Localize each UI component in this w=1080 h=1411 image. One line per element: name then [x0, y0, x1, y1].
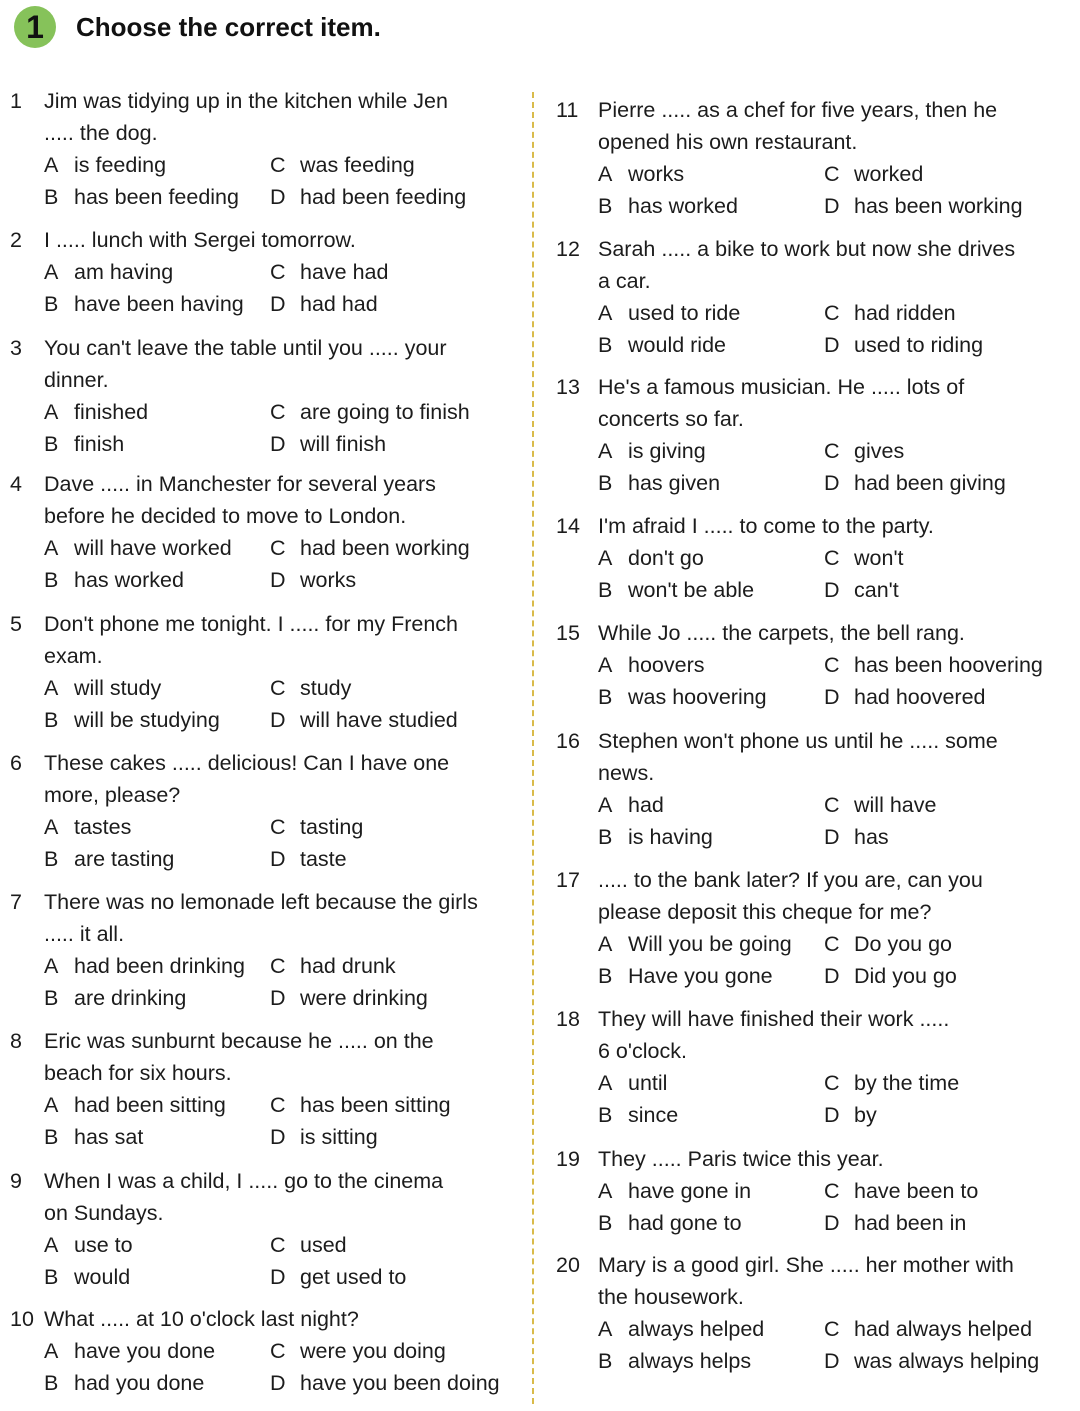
question-text-line: Eric was sunburnt because he ..... on the: [44, 1029, 434, 1053]
option-letter: C: [824, 439, 840, 463]
question-text-line: dinner.: [44, 368, 109, 392]
option-text: don't go: [628, 546, 704, 570]
question-number: 13: [556, 375, 580, 399]
option-letter: D: [824, 333, 840, 357]
question-text-line: You can't leave the table until you ..... your: [44, 336, 447, 360]
question-text-line: more, please?: [44, 783, 181, 807]
option-letter: A: [44, 153, 59, 177]
answer-option-c[interactable]: [824, 1313, 1032, 1345]
option-letter: D: [824, 685, 840, 709]
exercise-header: [0, 0, 1080, 70]
option-letter: C: [824, 1071, 840, 1095]
option-letter: C: [270, 400, 286, 424]
question-text-line: While Jo ..... the carpets, the bell rang.: [598, 621, 965, 645]
option-letter: B: [598, 1103, 613, 1127]
option-text: won't be able: [628, 578, 755, 602]
option-text: has worked: [74, 568, 184, 592]
answer-option-b[interactable]: [44, 843, 174, 875]
option-text: will have: [854, 793, 937, 817]
answer-option-c[interactable]: [270, 1335, 446, 1367]
option-text: worked: [854, 162, 924, 186]
option-letter: C: [824, 932, 840, 956]
question-text-line: exam.: [44, 644, 103, 668]
answer-option-d[interactable]: [270, 564, 356, 596]
answer-option-b[interactable]: [44, 704, 220, 736]
option-text: has been hoovering: [854, 653, 1043, 677]
option-text: is giving: [628, 439, 706, 463]
option-letter: B: [598, 1211, 613, 1235]
option-text: have been having: [74, 292, 244, 316]
option-letter: A: [598, 793, 613, 817]
answer-option-c[interactable]: [270, 672, 351, 704]
question-text-line: He's a famous musician. He ..... lots of: [598, 375, 965, 399]
answer-option-b[interactable]: [598, 821, 713, 853]
question-number: 18: [556, 1007, 580, 1031]
answer-option-c[interactable]: [270, 811, 363, 843]
option-letter: A: [44, 260, 59, 284]
question-number: 6: [10, 751, 22, 775]
option-text: by the time: [854, 1071, 960, 1095]
option-text: were you doing: [300, 1339, 446, 1363]
question-text-line: a car.: [598, 269, 651, 293]
option-letter: A: [44, 536, 59, 560]
answer-option-a[interactable]: [44, 396, 148, 428]
option-letter: C: [270, 536, 286, 560]
answer-option-b[interactable]: [44, 564, 184, 596]
option-letter: D: [270, 847, 286, 871]
option-letter: B: [44, 568, 59, 592]
option-letter: A: [44, 954, 59, 978]
option-text: has been sitting: [300, 1093, 451, 1117]
question-text-line: news.: [598, 761, 655, 785]
question-text-line: Don't phone me tonight. I ..... for my French: [44, 612, 458, 636]
option-text: since: [628, 1103, 679, 1127]
question-number: 1: [10, 89, 22, 113]
answer-option-d[interactable]: [824, 329, 983, 361]
question-number: 2: [10, 228, 22, 252]
answer-option-c[interactable]: [270, 396, 470, 428]
question-text-line: ..... the dog.: [44, 121, 158, 145]
answer-option-d[interactable]: [824, 821, 889, 853]
answer-option-d[interactable]: [824, 190, 1023, 222]
answer-option-c[interactable]: [824, 158, 923, 190]
question-text-line: please deposit this cheque for me?: [598, 900, 932, 924]
answer-option-b[interactable]: [598, 467, 720, 499]
answer-option-b[interactable]: [44, 288, 244, 320]
answer-option-b[interactable]: [598, 574, 754, 606]
option-letter: B: [44, 986, 59, 1010]
option-letter: B: [598, 194, 613, 218]
option-letter: A: [44, 1339, 59, 1363]
option-text: until: [628, 1071, 668, 1095]
option-text: is having: [628, 825, 713, 849]
answer-option-a[interactable]: [598, 297, 740, 329]
answer-option-a[interactable]: [44, 532, 232, 564]
answer-option-d[interactable]: [270, 843, 347, 875]
option-letter: D: [270, 568, 286, 592]
option-letter: C: [824, 546, 840, 570]
option-letter: D: [824, 1103, 840, 1127]
option-letter: D: [824, 1349, 840, 1373]
answer-option-a[interactable]: [598, 158, 684, 190]
question-text-line: ..... to the bank later? If you are, can you: [598, 868, 983, 892]
option-letter: B: [44, 1125, 59, 1149]
answer-option-d[interactable]: [270, 704, 458, 736]
option-text: had been sitting: [74, 1093, 226, 1117]
option-letter: D: [270, 986, 286, 1010]
answer-option-c[interactable]: [270, 532, 470, 564]
option-text: Did you go: [854, 964, 957, 988]
option-letter: C: [270, 260, 286, 284]
option-text: will have worked: [74, 536, 232, 560]
answer-option-a[interactable]: [598, 928, 792, 960]
option-letter: D: [270, 1265, 286, 1289]
option-text: was feeding: [300, 153, 415, 177]
answer-option-b[interactable]: [44, 982, 186, 1014]
question-text-line: I ..... lunch with Sergei tomorrow.: [44, 228, 356, 252]
question-number: 3: [10, 336, 22, 360]
answer-option-c[interactable]: [824, 649, 1043, 681]
question-text-line: When I was a child, I ..... go to the cinema: [44, 1169, 444, 1193]
question-text-line: opened his own restaurant.: [598, 130, 858, 154]
option-letter: D: [270, 1371, 286, 1395]
question-number: 17: [556, 868, 580, 892]
option-letter: C: [270, 1093, 286, 1117]
answer-option-c[interactable]: [824, 789, 936, 821]
option-letter: B: [44, 708, 59, 732]
question-number: 4: [10, 472, 22, 496]
answer-option-c[interactable]: [270, 1089, 451, 1121]
option-text: will be studying: [74, 708, 220, 732]
option-text: Have you gone: [628, 964, 773, 988]
answer-option-c[interactable]: [270, 1229, 347, 1261]
answer-option-a[interactable]: [44, 149, 166, 181]
answer-option-d[interactable]: [270, 428, 386, 460]
option-text: are drinking: [74, 986, 187, 1010]
column-divider: [532, 92, 534, 1404]
option-letter: C: [824, 1317, 840, 1341]
option-text: had: [628, 793, 664, 817]
answer-option-d[interactable]: [270, 982, 428, 1014]
question-text-line: They ..... Paris twice this year.: [598, 1147, 884, 1171]
answer-option-a[interactable]: [44, 1335, 215, 1367]
answer-option-a[interactable]: [44, 811, 131, 843]
option-text: gives: [854, 439, 905, 463]
option-text: hoovers: [628, 653, 705, 677]
option-letter: B: [44, 292, 59, 316]
answer-option-d[interactable]: [824, 1099, 877, 1131]
answer-option-b[interactable]: [44, 1261, 130, 1293]
option-letter: A: [598, 1071, 613, 1095]
option-text: has been feeding: [74, 185, 239, 209]
option-text: had been feeding: [300, 185, 467, 209]
option-text: used: [300, 1233, 347, 1257]
question-number: 11: [556, 98, 579, 122]
option-text: has: [854, 825, 889, 849]
option-letter: A: [598, 653, 613, 677]
answer-option-a[interactable]: [598, 435, 706, 467]
answer-option-a[interactable]: [598, 1313, 764, 1345]
option-letter: C: [270, 1339, 286, 1363]
answer-option-c[interactable]: [824, 435, 904, 467]
question-text-line: Pierre ..... as a chef for five years, then he: [598, 98, 998, 122]
option-letter: D: [824, 194, 840, 218]
option-text: tasting: [300, 815, 364, 839]
question-text-line: ..... it all.: [44, 922, 125, 946]
answer-option-c[interactable]: [824, 1067, 959, 1099]
answer-option-b[interactable]: [598, 681, 767, 713]
option-letter: B: [598, 578, 613, 602]
answer-option-c[interactable]: [824, 542, 904, 574]
question-text-line: on Sundays.: [44, 1201, 164, 1225]
option-letter: A: [44, 1093, 59, 1117]
option-letter: B: [598, 1349, 613, 1373]
answer-option-a[interactable]: [44, 672, 161, 704]
question-number: 14: [556, 514, 580, 538]
answer-option-b[interactable]: [44, 181, 239, 213]
option-letter: C: [824, 653, 840, 677]
question-number: 20: [556, 1253, 580, 1277]
exercise-title: Choose the correct item.: [76, 12, 381, 42]
option-letter: C: [270, 153, 286, 177]
option-text: have you done: [74, 1339, 216, 1363]
option-text: had ridden: [854, 301, 956, 325]
answer-option-b[interactable]: [598, 960, 773, 992]
option-letter: B: [44, 847, 59, 871]
option-letter: D: [824, 578, 840, 602]
answer-option-b[interactable]: [598, 329, 726, 361]
answer-option-a[interactable]: [598, 542, 704, 574]
question-number: 19: [556, 1147, 580, 1171]
option-letter: D: [824, 964, 840, 988]
option-letter: D: [824, 471, 840, 495]
option-text: works: [628, 162, 685, 186]
option-text: has been working: [854, 194, 1023, 218]
option-text: used to riding: [854, 333, 984, 357]
option-text: is feeding: [74, 153, 167, 177]
option-text: had gone to: [628, 1211, 742, 1235]
answer-option-a[interactable]: [44, 950, 245, 982]
option-text: used to ride: [628, 301, 741, 325]
option-text: finish: [74, 432, 125, 456]
option-text: get used to: [300, 1265, 407, 1289]
option-text: had you done: [74, 1371, 205, 1395]
answer-option-d[interactable]: [270, 1367, 500, 1399]
answer-option-a[interactable]: [598, 649, 705, 681]
option-letter: D: [824, 825, 840, 849]
option-text: had been giving: [854, 471, 1006, 495]
question-text-line: beach for six hours.: [44, 1061, 232, 1085]
option-text: always helps: [628, 1349, 752, 1373]
option-text: are tasting: [74, 847, 175, 871]
option-text: had always helped: [854, 1317, 1033, 1341]
option-letter: D: [824, 1211, 840, 1235]
option-text: by: [854, 1103, 877, 1127]
answer-option-a[interactable]: [44, 1089, 226, 1121]
question-text-line: 6 o'clock.: [598, 1039, 687, 1063]
question-number: 7: [10, 890, 22, 914]
option-letter: C: [824, 793, 840, 817]
option-text: would ride: [628, 333, 726, 357]
option-text: had been drinking: [74, 954, 245, 978]
question-text-line: concerts so far.: [598, 407, 744, 431]
question-number: 8: [10, 1029, 22, 1053]
question-number: 15: [556, 621, 580, 645]
option-text: finished: [74, 400, 149, 424]
option-text: were drinking: [300, 986, 428, 1010]
option-letter: C: [824, 162, 840, 186]
option-text: Will you be going: [628, 932, 792, 956]
option-text: tastes: [74, 815, 132, 839]
question-number: 9: [10, 1169, 22, 1193]
option-text: have been to: [854, 1179, 979, 1203]
option-text: is sitting: [300, 1125, 378, 1149]
answer-option-c[interactable]: [824, 1175, 978, 1207]
answer-option-c[interactable]: [824, 297, 956, 329]
option-text: Do you go: [854, 932, 953, 956]
answer-option-d[interactable]: [824, 574, 899, 606]
answer-option-b[interactable]: [598, 190, 738, 222]
option-letter: B: [598, 471, 613, 495]
option-text: has given: [628, 471, 721, 495]
question-text-line: They will have finished their work .....: [598, 1007, 950, 1031]
option-text: had been in: [854, 1211, 967, 1235]
question-text-line: These cakes ..... delicious! Can I have one: [44, 751, 450, 775]
question-number: 12: [556, 237, 580, 261]
option-letter: B: [44, 1265, 59, 1289]
option-text: had hoovered: [854, 685, 986, 709]
answer-option-b[interactable]: [44, 1121, 143, 1153]
option-letter: A: [44, 815, 59, 839]
option-text: have gone in: [628, 1179, 752, 1203]
question-text-line: the housework.: [598, 1285, 744, 1309]
option-letter: A: [598, 546, 613, 570]
option-text: had had: [300, 292, 378, 316]
option-text: will finish: [300, 432, 387, 456]
option-text: was always helping: [854, 1349, 1040, 1373]
option-letter: A: [44, 676, 59, 700]
answer-option-b[interactable]: [44, 428, 124, 460]
exercise-number-badge: 1: [14, 6, 56, 48]
answer-option-c[interactable]: [270, 950, 396, 982]
option-text: are going to finish: [300, 400, 470, 424]
answer-option-b[interactable]: [598, 1345, 751, 1377]
option-text: had been working: [300, 536, 470, 560]
question-text-line: There was no lemonade left because the girls: [44, 890, 478, 914]
answer-option-a[interactable]: [44, 1229, 133, 1261]
option-letter: A: [598, 1179, 613, 1203]
answer-option-d[interactable]: [824, 960, 957, 992]
answer-option-a[interactable]: [44, 256, 173, 288]
option-letter: C: [270, 1233, 286, 1257]
question-text-line: Mary is a good girl. She ..... her mother with: [598, 1253, 1014, 1277]
option-letter: A: [598, 162, 613, 186]
answer-option-c[interactable]: [270, 256, 388, 288]
option-letter: B: [598, 825, 613, 849]
question-text-line: I'm afraid I ..... to come to the party.: [598, 514, 934, 538]
answer-option-b[interactable]: [44, 1367, 204, 1399]
answer-option-b[interactable]: [598, 1099, 678, 1131]
answer-option-d[interactable]: [270, 1121, 378, 1153]
option-letter: B: [44, 1371, 59, 1395]
option-letter: D: [270, 292, 286, 316]
answer-option-a[interactable]: [598, 789, 664, 821]
question-number: 10: [10, 1307, 34, 1331]
option-letter: A: [598, 301, 613, 325]
option-letter: B: [598, 964, 613, 988]
answer-option-d[interactable]: [824, 1207, 966, 1239]
answer-option-b[interactable]: [598, 1207, 742, 1239]
question-text-line: Dave ..... in Manchester for several years: [44, 472, 436, 496]
option-letter: D: [270, 185, 286, 209]
answer-option-d[interactable]: [824, 1345, 1039, 1377]
option-letter: A: [598, 439, 613, 463]
question-text-line: Stephen won't phone us until he ..... some: [598, 729, 998, 753]
question-number: 16: [556, 729, 580, 753]
question-text-line: Jim was tidying up in the kitchen while Jen: [44, 89, 448, 113]
option-text: use to: [74, 1233, 133, 1257]
option-letter: B: [44, 185, 59, 209]
option-letter: A: [44, 400, 59, 424]
answer-option-d[interactable]: [824, 681, 986, 713]
option-letter: C: [270, 954, 286, 978]
option-letter: B: [44, 432, 59, 456]
option-text: won't: [854, 546, 904, 570]
answer-option-a[interactable]: [598, 1175, 751, 1207]
option-text: has worked: [628, 194, 738, 218]
option-letter: C: [270, 676, 286, 700]
answer-option-d[interactable]: [270, 181, 466, 213]
option-letter: A: [44, 1233, 59, 1257]
option-text: study: [300, 676, 352, 700]
option-text: works: [300, 568, 357, 592]
option-letter: C: [270, 815, 286, 839]
option-text: will study: [74, 676, 162, 700]
option-text: will have studied: [300, 708, 458, 732]
option-text: would: [74, 1265, 131, 1289]
answer-option-d[interactable]: [824, 467, 1006, 499]
option-text: has sat: [74, 1125, 144, 1149]
answer-option-c[interactable]: [270, 149, 415, 181]
option-letter: C: [824, 301, 840, 325]
question-text-line: Sarah ..... a bike to work but now she drives: [598, 237, 1016, 261]
option-letter: D: [270, 708, 286, 732]
option-text: always helped: [628, 1317, 765, 1341]
question-text-line: What ..... at 10 o'clock last night?: [44, 1307, 359, 1331]
answer-option-d[interactable]: [270, 1261, 406, 1293]
option-text: have had: [300, 260, 389, 284]
answer-option-a[interactable]: [598, 1067, 667, 1099]
option-text: can't: [854, 578, 899, 602]
option-letter: D: [270, 432, 286, 456]
answer-option-d[interactable]: [270, 288, 378, 320]
option-letter: B: [598, 333, 613, 357]
option-text: am having: [74, 260, 174, 284]
option-text: had drunk: [300, 954, 396, 978]
option-letter: A: [598, 932, 613, 956]
question-number: 5: [10, 612, 22, 636]
option-letter: C: [824, 1179, 840, 1203]
option-text: taste: [300, 847, 347, 871]
option-letter: A: [598, 1317, 613, 1341]
option-letter: D: [270, 1125, 286, 1149]
option-text: have you been doing: [300, 1371, 500, 1395]
option-letter: B: [598, 685, 613, 709]
question-text-line: before he decided to move to London.: [44, 504, 407, 528]
option-text: was hoovering: [628, 685, 767, 709]
answer-option-c[interactable]: [824, 928, 952, 960]
